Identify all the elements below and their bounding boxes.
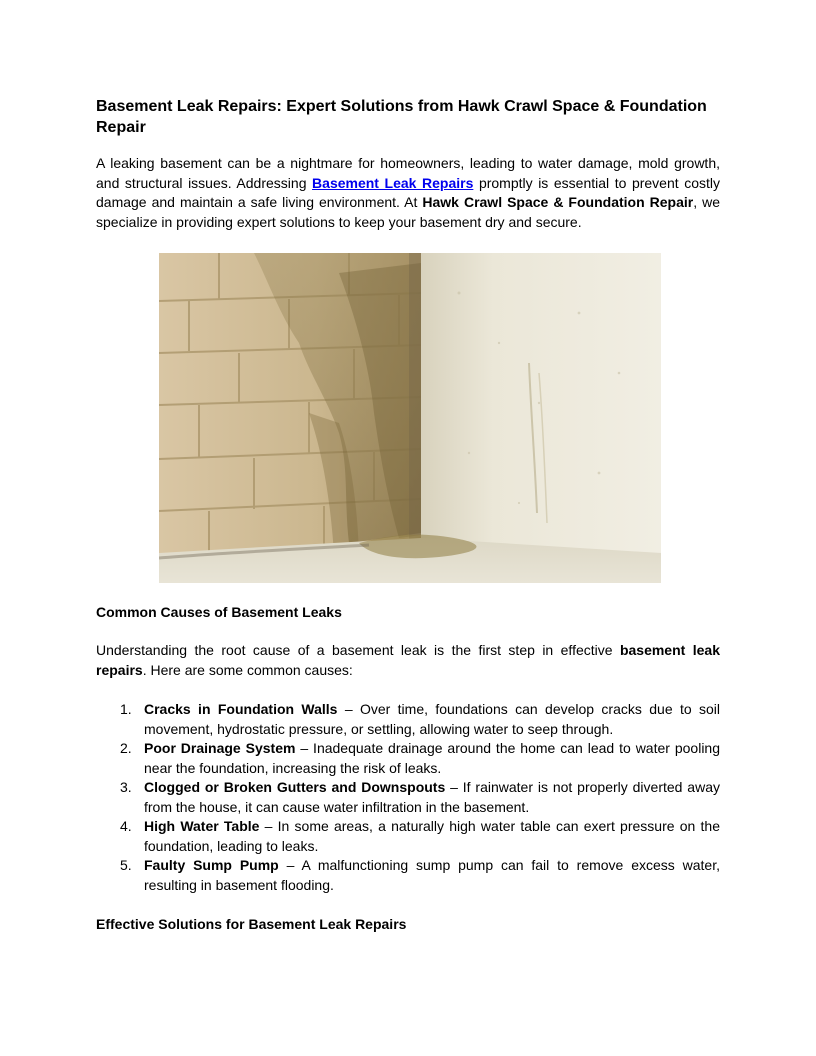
list-item-title: Faulty Sump Pump <box>144 857 279 873</box>
list-item-title: High Water Table <box>144 818 260 834</box>
basement-leak-repairs-link[interactable]: Basement Leak Repairs <box>312 174 474 191</box>
basement-wall-photo <box>159 253 661 583</box>
intro-paragraph <box>96 154 720 232</box>
list-item <box>96 778 720 817</box>
list-item-number: 5. <box>120 857 132 873</box>
list-item <box>96 739 720 778</box>
causes-intro-text-1: Understanding the root cause of a basement leak is the first step in effective <box>96 642 620 658</box>
list-item-number: 3. <box>120 779 132 795</box>
document-page <box>96 96 720 934</box>
list-item-title: Cracks in Foundation Walls <box>144 701 338 717</box>
list-item-number: 1. <box>120 701 132 717</box>
company-name: Hawk Crawl Space & Foundation Repair <box>422 194 694 210</box>
list-item <box>96 700 720 739</box>
causes-list <box>96 700 720 895</box>
article-title: Basement Leak Repairs: Expert Solutions from Hawk Crawl Space & Foundation Repair <box>96 98 707 136</box>
causes-intro-text-2: . Here are some common causes: <box>142 661 353 678</box>
list-item-title: Clogged or Broken Gutters and Downspouts <box>144 779 446 795</box>
list-item-title: Poor Drainage System <box>144 740 296 756</box>
list-item-number: 4. <box>120 818 132 834</box>
list-item-text: – A malfunctioning sump pump can fail to remove excess water, resulting in basement flooding. <box>144 857 720 893</box>
list-item-text: – If rainwater is not properly diverted away from the house, it can cause water infiltration in the basement. <box>144 779 720 815</box>
list-item-number: 2. <box>120 740 132 756</box>
solutions-heading: Effective Solutions for Basement Leak Repairs <box>96 916 407 932</box>
list-item-text: – Over time, foundations can develop cracks due to soil movement, hydrostatic pressure, or settling, allowing water to seep through. <box>144 701 720 737</box>
list-item-text: – In some areas, a naturally high water table can exert pressure on the foundation, leading to leaks. <box>144 818 720 854</box>
intro-text-3: , we specialize in providing expert solutions to keep your basement dry and secure. <box>96 194 720 230</box>
causes-intro-bold: basement leak repairs <box>96 642 720 678</box>
intro-text-2: promptly is essential to prevent costly damage and maintain a safe living environment. At <box>96 174 720 210</box>
intro-text-1: A leaking basement can be a nightmare for homeowners, leading to water damage, mold growth, and structural issues. Addressing <box>96 155 720 191</box>
causes-intro-paragraph <box>96 641 720 680</box>
list-item-text: – Inadequate drainage around the home can lead to water pooling near the foundation, increasing the risk of leaks. <box>144 740 720 776</box>
list-item <box>96 856 720 895</box>
list-item <box>96 817 720 856</box>
causes-heading: Common Causes of Basement Leaks <box>96 604 342 620</box>
